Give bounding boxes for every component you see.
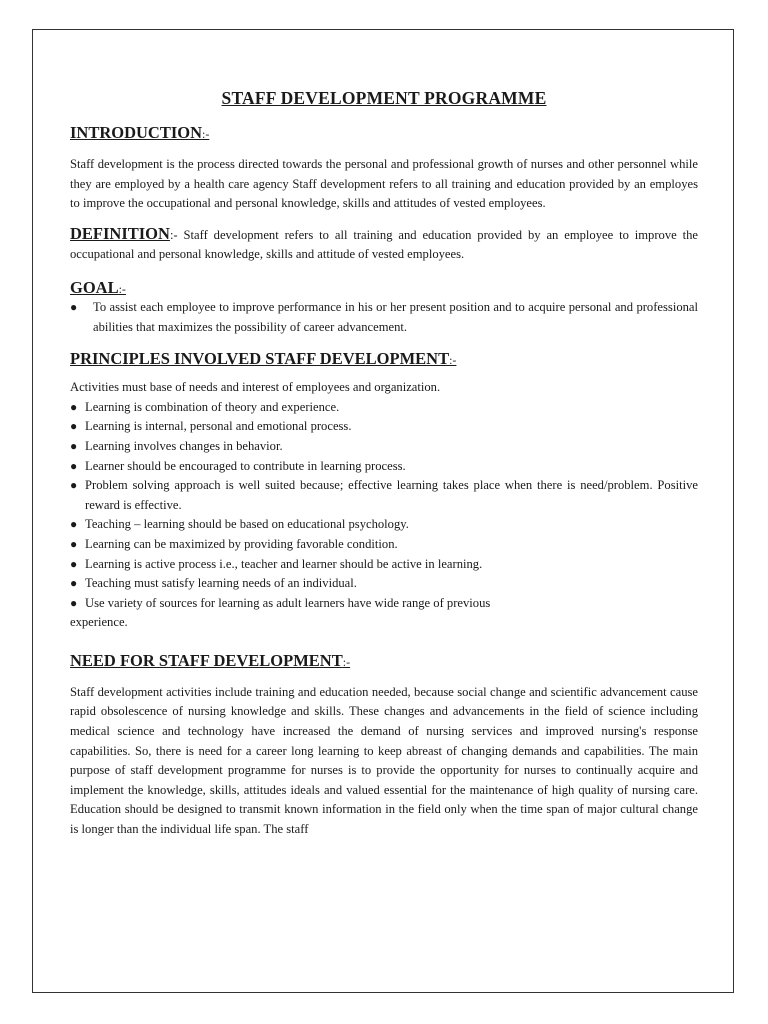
bullet-icon: ● <box>70 536 78 551</box>
list-item-text: Learning is active process i.e., teacher and learner should be active in learning. <box>85 556 483 571</box>
definition-heading-suffix: :- <box>169 227 184 242</box>
list-item-text: Learning can be maximized by providing favorable condition. <box>85 536 398 551</box>
need-heading-suffix: :- <box>342 654 351 669</box>
bullet-icon: ● <box>70 576 78 591</box>
bullet-icon: ● <box>70 438 78 453</box>
list-item-text: Learning is internal, personal and emotional process. <box>85 419 352 434</box>
list-item-text: Learning is combination of theory and experience. <box>85 399 340 414</box>
need-heading <box>70 651 698 671</box>
introduction-heading <box>70 123 698 143</box>
list-item <box>70 437 698 457</box>
goal-list <box>70 298 698 337</box>
definition-heading: DEFINITION <box>70 223 170 243</box>
page-title: STAFF DEVELOPMENT PROGRAMME <box>221 88 547 108</box>
list-item <box>70 555 698 575</box>
list-item <box>70 594 698 614</box>
bullet-icon: ● <box>70 458 78 473</box>
bullet-icon: ● <box>70 478 78 493</box>
goal-heading <box>70 278 698 298</box>
principles-heading-suffix: :- <box>449 353 457 368</box>
definition-text: Staff development refers to all training and education provided by an employee to improve the occupational and personal knowledge, skills and attitude of vested employees. <box>70 227 698 262</box>
list-item <box>70 476 698 515</box>
principles-tail: experience. <box>70 615 128 630</box>
list-item <box>70 298 698 337</box>
introduction-heading-suffix: :- <box>202 127 210 141</box>
list-item <box>70 515 698 535</box>
list-item-text: Learning involves changes in behavior. <box>85 438 283 453</box>
list-item-text: Problem solving approach is well suited because; effective learning takes place when there is need/problem. Positive reward is effective. <box>85 478 698 512</box>
need-heading-text: NEED FOR STAFF DEVELOPMENT <box>70 650 343 670</box>
bullet-icon: ● <box>70 299 78 314</box>
list-item <box>70 417 698 437</box>
list-item <box>70 574 698 594</box>
list-item <box>70 457 698 477</box>
list-item-text: Learner should be encouraged to contribute in learning process. <box>85 458 406 473</box>
bullet-icon: ● <box>70 556 78 571</box>
goal-heading-suffix: :- <box>118 281 126 296</box>
document-content <box>70 88 698 840</box>
principles-list <box>70 398 698 614</box>
bullet-icon: ● <box>70 399 78 414</box>
introduction-heading-text: INTRODUCTION <box>70 123 203 142</box>
document-page <box>32 29 734 993</box>
list-item-text: To assist each employee to improve performance in his or her present position and to acquire personal and professional abilities that maximizes the possibility of career advancement. <box>93 299 698 334</box>
principles-heading-text: PRINCIPLES INVOLVED STAFF DEVELOPMENT <box>70 349 450 369</box>
list-item-text: Use variety of sources for learning as adult learners have wide range of previous <box>85 595 491 610</box>
principles-heading <box>70 349 698 369</box>
bullet-icon: ● <box>70 517 78 532</box>
list-item <box>70 535 698 555</box>
bullet-icon: ● <box>70 595 78 610</box>
list-item-text: Teaching – learning should be based on educational psychology. <box>85 517 409 532</box>
bullet-icon: ● <box>70 419 78 434</box>
definition-paragraph <box>70 224 698 265</box>
list-item-text: Teaching must satisfy learning needs of an individual. <box>85 576 357 591</box>
goal-heading-text: GOAL <box>70 277 119 297</box>
introduction-paragraph: Staff development is the process directed towards the personal and professional growth of nurses and other personnel while they are employed by a health care agency Staff development refers to all training and education provided by an employes to improve the occupational and personal knowledge, skills and attitudes of vested employees. <box>70 157 698 211</box>
need-paragraph: Staff development activities include training and education needed, because social change and scientific advancement cause rapid obsolescence of nursing knowledge and skills. These changes and advancements in the field of science including medical science and technology have increased the demand of nursing services and improved nursing's response capabilities. So, there is need for a career long learning to keep abreast of changing demands and capabilities. The main purpose of staff development programme for nurses is to provide the opportunity for nurses to continually acquire and implement the knowledge, skills, attitudes ideals and valued essential for the maintenance of high quality of nursing care. Education should be designed to transmit known information in the field only when the time span of major cultural change is longer than the individual life span. The staff <box>70 684 698 837</box>
principles-intro: Activities must base of needs and interest of employees and organization. <box>70 380 441 395</box>
list-item <box>70 398 698 418</box>
